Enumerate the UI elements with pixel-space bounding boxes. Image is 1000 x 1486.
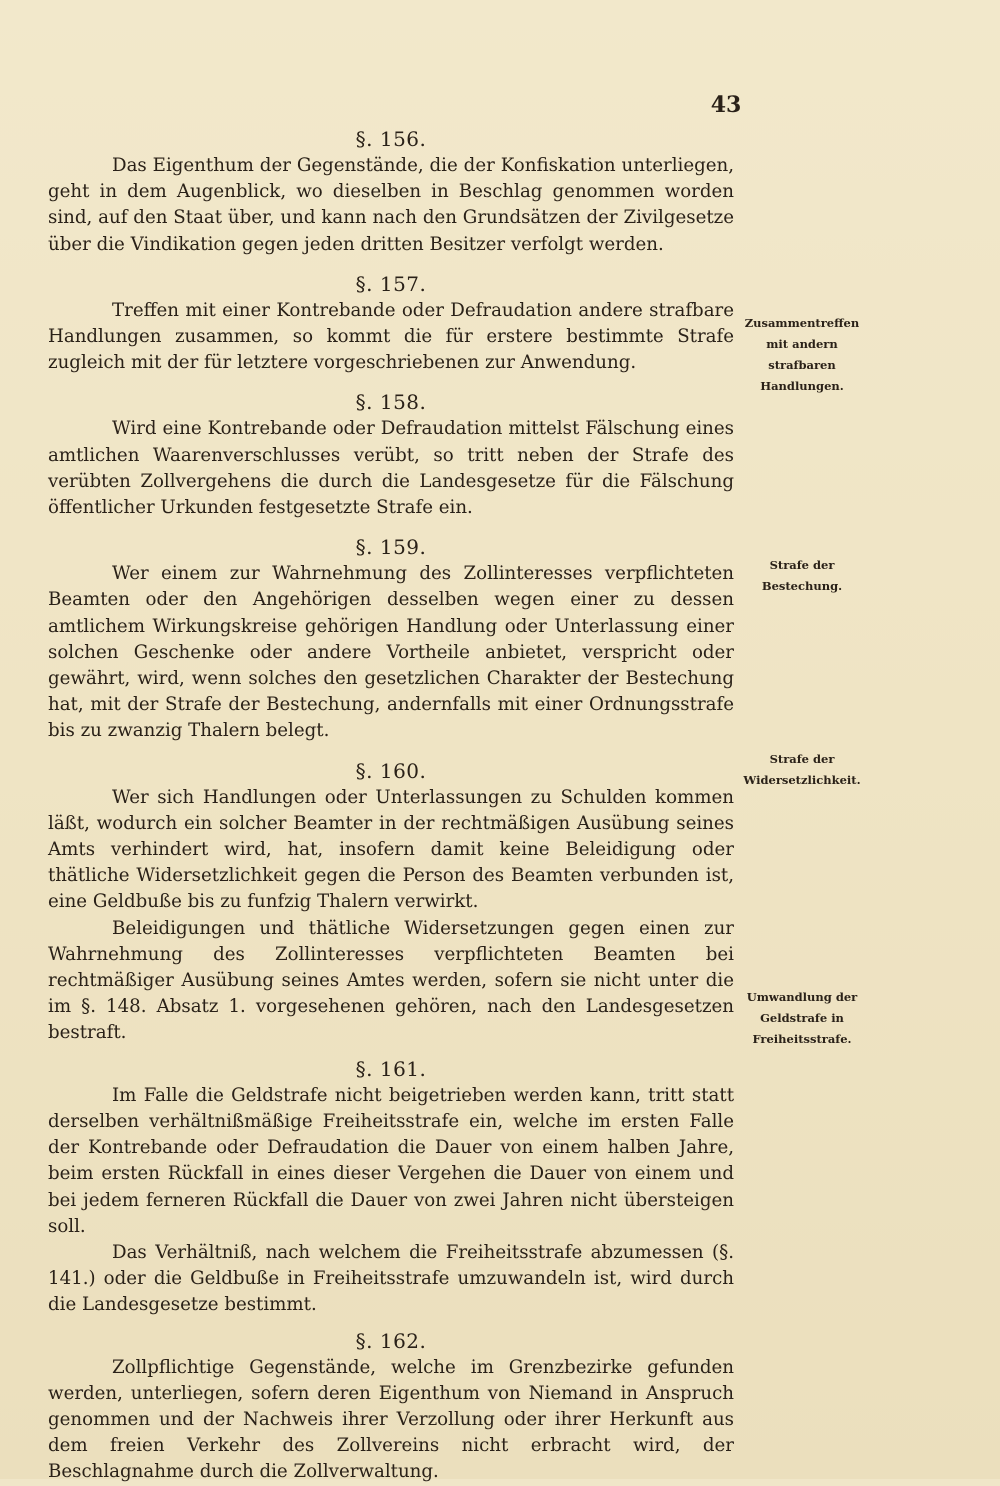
margin-note-161: Umwandlung der Geldstrafe in Freiheitsstrafe. (746, 990, 858, 1046)
section-heading: §. 161. (355, 1056, 427, 1081)
section-heading: §. 158. (355, 390, 427, 415)
section-158 (48, 388, 734, 521)
section-heading: §. 159. (355, 535, 427, 560)
section-paragraph: Im Falle die Geldstrafe nicht beigetrieben werden kann, tritt statt derselben verhältnißmäßige Freiheitsstrafe ein, welche im ersten Falle der Kontrebande oder Defraudation die Dauer von einem halben Jahre, beim ersten Rückfall in eines dieser Vergehen die Dauer von einem und bei jedem ferneren Rückfall die Dauer von zwei Jahren nicht übersteigen soll. (48, 1084, 734, 1237)
page-number: 43 (710, 92, 742, 118)
section-paragraph: Wer einem zur Wahrnehmung des Zollinteresses verpflichteten Beamten oder den Angehörigen desselben wegen einer zu dessen amtlichem Wirkungskreise gehörigen Handlung oder Unterlassung einer solchen Geschenke oder andere Vortheile anbietet, verspricht oder gewährt, wird, wenn solches den gesetzlichen Charakter der Bestechung hat, mit der Strafe der Bestechung, andernfalls mit einer Ordnungsstrafe bis zu zwanzig Thalern belegt. (48, 563, 734, 742)
section-heading: §. 160. (355, 758, 427, 783)
section-162 (48, 1327, 734, 1486)
section-161 (48, 1055, 734, 1319)
section-159 (48, 533, 734, 744)
section-heading: §. 162. (355, 1328, 427, 1353)
margin-note-157: Zusammentreffen mit andern strafbaren Handlungen. (744, 316, 860, 393)
section-paragraph: Wird eine Kontrebande oder Defraudation mittelst Fälschung eines amtlichen Waarenverschlusses verübt, so tritt neben der Strafe des verübten Zollvergehens die durch die Landesgesetze für die Fälschung öffentlicher Urkunden festgesetzte Strafe ein. (48, 418, 734, 519)
section-paragraph: Treffen mit einer Kontrebande oder Defraudation andere strafbare Handlungen zusammen, so kommt die für erstere bestimmte Strafe zugleich mit der für letztere vorgeschriebenen zur Anwendung. (48, 299, 734, 374)
section-paragraph: Das Verhältniß, nach welchem die Freiheitsstrafe abzumessen (§. 141.) oder die Geldbuße in Freiheitsstrafe umzuwandeln ist, wird durch die Landesgesetze bestimmt. (48, 1241, 734, 1316)
section-heading: §. 156. (355, 127, 427, 151)
section-heading: §. 157. (355, 271, 427, 296)
margin-note-160: Strafe der Widersetzlichkeit. (743, 752, 861, 787)
section-paragraph: Zollpflichtige Gegenstände, welche im Grenzbezirke gefunden werden, unterliegen, sofern deren Eigenthum von Niemand in Anspruch genommen und der Nachweis ihrer Verzollung oder ihrer Herkunft aus dem freien Verkehr des Zollvereins nicht erbracht wird, der Beschlagnahme durch die Zollverwaltung. (48, 1356, 734, 1483)
section-156 (48, 125, 734, 258)
main-text (48, 125, 734, 1486)
section-157 (48, 270, 734, 377)
section-160 (48, 757, 734, 1047)
section-paragraph: Beleidigungen und thätliche Widersetzungen gegen einen zur Wahrnehmung des Zollinteresses verpflichteten Beamten bei rechtmäßiger Ausübung seines Amtes werden, sofern sie nicht unter die im §. 148. Absatz 1. vorgesehenen gehören, nach den Landesgesetzen bestraft. (48, 917, 734, 1044)
margin-note-159: Strafe der Bestechung. (761, 558, 843, 593)
section-paragraph: Wer sich Handlungen oder Unterlassungen zu Schulden kommen läßt, wodurch ein solcher Beamter in der rechtmäßigen Ausübung seines Amts verhindert wird, hat, insofern damit keine Beleidigung oder thätliche Widersetzlichkeit gegen die Person des Beamten verbunden ist, eine Geldbuße bis zu funfzig Thalern verwirkt. (48, 786, 734, 913)
section-paragraph: Das Eigenthum der Gegenstände, die der Konfiskation unterliegen, geht in dem Augenblick, wo dieselben in Beschlag genommen worden sind, auf den Staat über, und kann nach den Grundsätzen der Zivilgesetze über die Vindikation gegen jeden dritten Besitzer verfolgt werden. (48, 155, 734, 255)
